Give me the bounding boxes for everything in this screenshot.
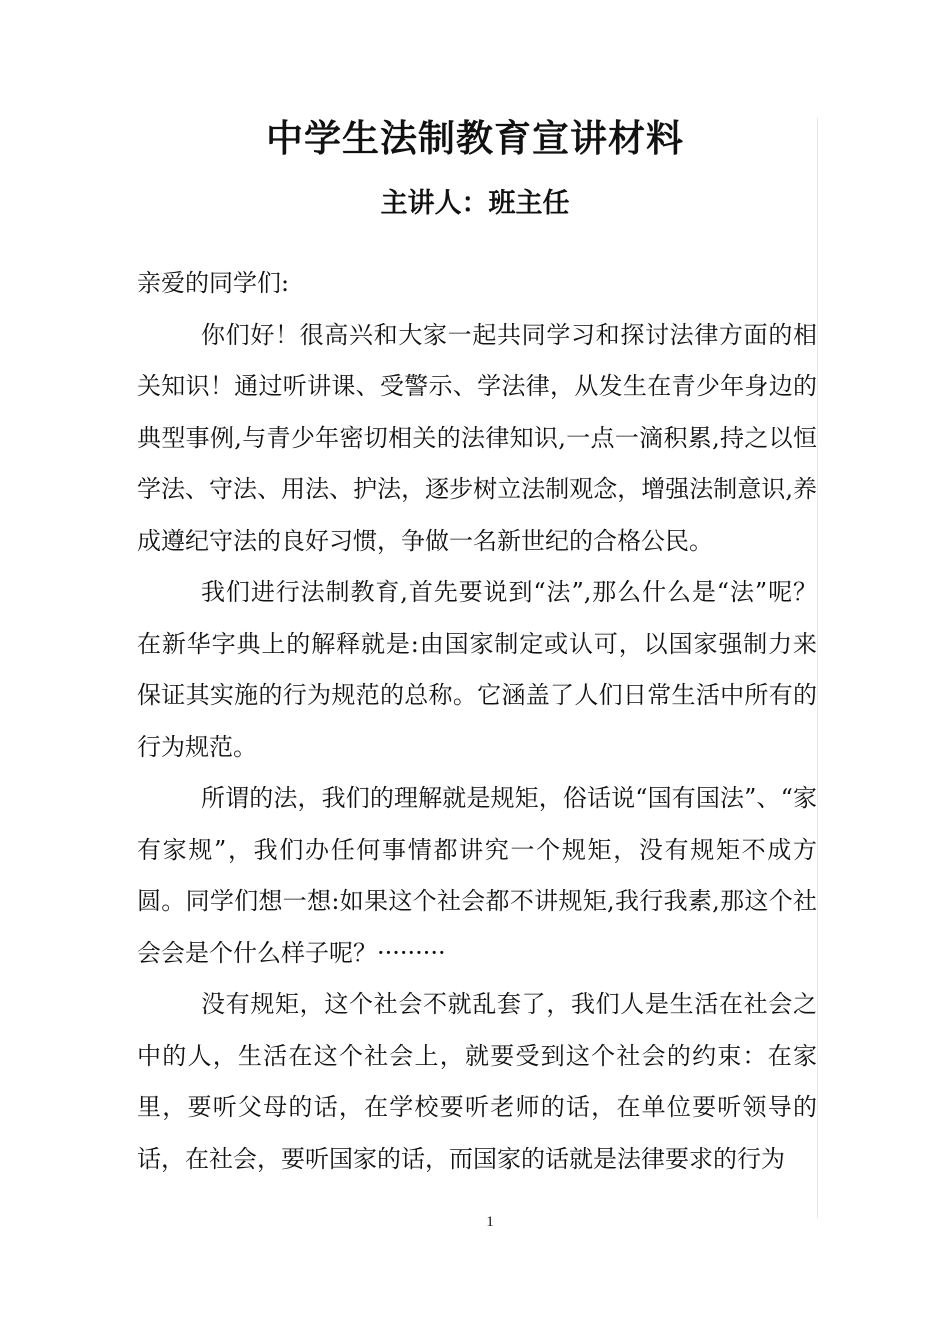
- paragraph: 没有规矩，这个社会不就乱套了，我们人是生活在社会之中的人，生活在这个社会上，就要受到这个社会的约束：在家里，要听父母的话，在学校要听老师的话，在单位要听领导的话，在社会，要听国家的话，而国家的话就是法律要求的行为: [137, 990, 817, 1173]
- salutation: 亲爱的同学们:: [137, 269, 290, 297]
- paragraph: 所谓的法，我们的理解就是规矩，俗话说“国有国法”、“家有家规”，我们办任何事情都讲究一个规矩，没有规矩不成方圆。同学们想一想:如果这个社会都不讲规矩,我行我素,那这个社会会是个什么样子呢？·········: [137, 784, 817, 967]
- margin-rule: [817, 118, 818, 1218]
- paragraph: 你们好！很高兴和大家一起共同学习和探讨法律方面的相关知识！通过听讲课、受警示、学法律，从发生在青少年身边的典型事例,与青少年密切相关的法律知识,一点一滴积累,持之以恒学法、守法、用法、护法，逐步树立法制观念，增强法制意识,养成遵纪守法的良好习惯，争做一名新世纪的合格公民。: [137, 320, 817, 555]
- paragraph: 我们进行法制教育,首先要说到“法”,那么什么是“法”呢？在新华字典上的解释就是:由国家制定或认可，以国家强制力来保证其实施的行为规范的总称。它涵盖了人们日常生活中所有的行为规范。: [137, 578, 817, 761]
- document-title: 中学生法制教育宣讲材料: [266, 117, 684, 160]
- document-body: [137, 258, 817, 1185]
- page-number: 1: [486, 1214, 494, 1230]
- document-subtitle: 主讲人：班主任: [380, 188, 570, 219]
